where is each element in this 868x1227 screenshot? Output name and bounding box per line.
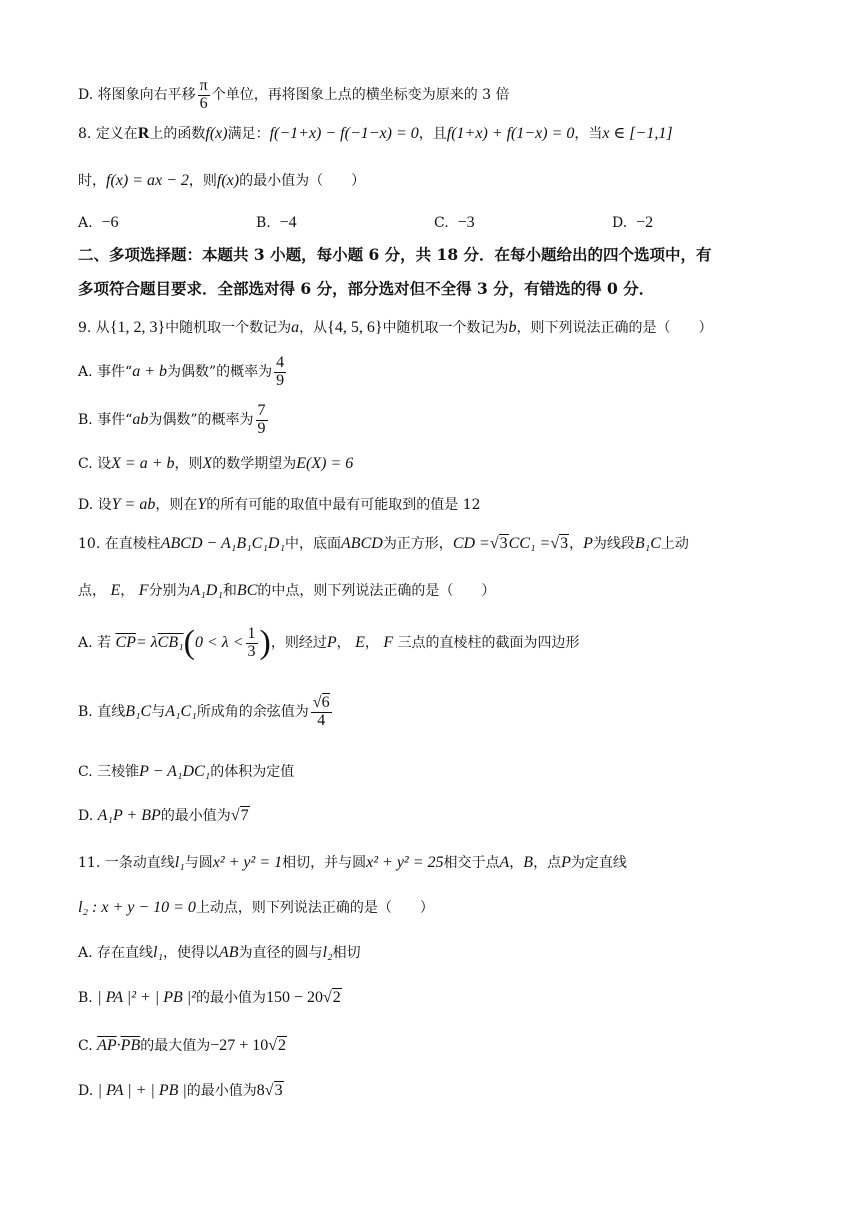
option-text: ，则在 bbox=[155, 497, 198, 514]
option-text: 相切 bbox=[332, 945, 361, 962]
q8-option-b[interactable] bbox=[256, 213, 434, 234]
q10-option-b[interactable] bbox=[78, 695, 790, 730]
stem-text: ， bbox=[509, 855, 524, 872]
stem-text: 的中点，则下列说法正确的是（ ） bbox=[257, 583, 496, 600]
option-text: ，使得以 bbox=[163, 945, 220, 962]
option-text: 事件“ bbox=[97, 412, 133, 429]
q10-option-a[interactable] bbox=[78, 626, 790, 661]
stem-text: 为正方形， bbox=[382, 536, 453, 553]
math-expr: a + b bbox=[132, 362, 167, 380]
math-expr: {4, 5, 6} bbox=[327, 319, 383, 336]
stem-text: 中随机取一个数记为 bbox=[165, 320, 292, 337]
stem-text: ，当 bbox=[574, 126, 603, 143]
math-expr: | PA | + | PB | bbox=[97, 1082, 187, 1099]
q10-option-d[interactable] bbox=[78, 806, 790, 827]
option-label: D. bbox=[78, 1083, 94, 1100]
option-text: 的最大值为 bbox=[140, 1038, 211, 1055]
math-expr: A₁P + BP bbox=[97, 807, 161, 824]
radicand: 6 bbox=[321, 694, 330, 711]
stem-text: 与圆 bbox=[184, 855, 213, 872]
option-text: 三点的直棱柱的截面为四边形 bbox=[397, 635, 580, 652]
option-label: D. bbox=[612, 215, 628, 231]
q10-option-c[interactable] bbox=[78, 762, 790, 783]
option-text: 为直径的圆与 bbox=[238, 945, 323, 962]
stem-text: 上动点，则下列说法正确的是（ ） bbox=[195, 900, 434, 917]
q11-stem-line2 bbox=[78, 898, 790, 919]
q8-options bbox=[78, 213, 790, 234]
sqrt: √2 bbox=[268, 1037, 287, 1054]
q11-option-c[interactable] bbox=[78, 1036, 790, 1057]
q8-stem-line2 bbox=[78, 171, 790, 192]
math-expr: f(x) bbox=[216, 172, 240, 189]
math-var: E bbox=[355, 633, 365, 651]
option-text: 与 bbox=[151, 704, 166, 721]
math-expr: −27 + 10 bbox=[210, 1037, 269, 1054]
frac-num: √6 bbox=[312, 694, 330, 711]
math-expr: f(x) bbox=[205, 125, 228, 142]
math-var: l₁ bbox=[174, 854, 185, 871]
q9-option-a[interactable] bbox=[78, 355, 790, 390]
sqrt: √7 bbox=[230, 807, 249, 824]
fraction bbox=[311, 695, 332, 730]
radicand: 7 bbox=[240, 807, 249, 824]
math-expr: E(X) = 6 bbox=[296, 455, 354, 472]
math-var: F bbox=[138, 582, 149, 599]
math-expr: x ∈ [−1,1] bbox=[602, 125, 673, 142]
option-text: 所成角的余弦值为 bbox=[196, 704, 309, 721]
math-var: a bbox=[291, 319, 300, 336]
option-label: C. bbox=[78, 456, 93, 473]
q9-option-b[interactable] bbox=[78, 403, 790, 438]
option-label: D. bbox=[78, 497, 94, 514]
option-label: A. bbox=[78, 945, 93, 962]
q8-option-a[interactable] bbox=[78, 213, 256, 234]
vector: $\overline{AP}$ bbox=[97, 1037, 117, 1054]
q8-stem-line1 bbox=[78, 124, 790, 145]
stem-text: ， bbox=[569, 536, 584, 553]
math-expr: x² + y² = 25 bbox=[366, 854, 444, 871]
option-label: B. bbox=[78, 990, 93, 1007]
q7-option-d bbox=[78, 78, 790, 113]
option-label: C. bbox=[434, 215, 449, 231]
option-label: A. bbox=[78, 215, 93, 231]
option-text: 的最小值为 bbox=[186, 1083, 257, 1100]
fraction bbox=[198, 78, 210, 113]
radicand: 3 bbox=[499, 535, 508, 552]
math-expr: f(x) = ax − 2 bbox=[106, 172, 189, 189]
math-expr: f(1+x) + f(1−x) = 0 bbox=[446, 125, 575, 142]
option-text: ， bbox=[364, 635, 379, 652]
sqrt: √3 bbox=[550, 535, 569, 552]
option-label: B. bbox=[256, 215, 271, 231]
option-text: 的体积为定值 bbox=[210, 764, 295, 781]
real-set-symbol: R bbox=[137, 125, 150, 142]
math-expr: BC bbox=[236, 582, 258, 599]
q9-option-d[interactable] bbox=[78, 495, 790, 516]
fraction bbox=[274, 355, 286, 390]
radicand: 2 bbox=[332, 989, 341, 1006]
option-label: D. bbox=[78, 808, 94, 825]
math-var: E bbox=[110, 582, 121, 599]
stem-text: ，点 bbox=[533, 855, 562, 872]
frac-num: 1 bbox=[247, 625, 256, 642]
stem-text: 上的函数 bbox=[149, 126, 206, 143]
option-text: 设 bbox=[97, 497, 112, 514]
fraction bbox=[246, 626, 258, 661]
vector: $\overline{CP}$ bbox=[115, 633, 136, 651]
stem-text: 分别为 bbox=[148, 583, 191, 600]
option-text: 设 bbox=[97, 456, 112, 473]
stem-text: ，则 bbox=[188, 173, 217, 190]
math-expr: | PA |² + | PB |² bbox=[97, 989, 196, 1006]
stem-text: 时， bbox=[78, 173, 106, 190]
option-label: B. bbox=[78, 412, 93, 429]
math-expr: A₁D₁ bbox=[190, 582, 223, 599]
frac-den: 3 bbox=[247, 642, 256, 660]
sqrt: √2 bbox=[322, 989, 341, 1006]
stem-text: 中随机取一个数记为 bbox=[382, 320, 509, 337]
option-text: 的数学期望为 bbox=[212, 456, 297, 473]
fraction bbox=[256, 403, 268, 438]
math-var: b bbox=[508, 319, 517, 336]
stem-text: 为定直线 bbox=[570, 855, 627, 872]
option-label: C. bbox=[78, 1038, 93, 1055]
stem-text: ，从 bbox=[299, 320, 328, 337]
frac-num: π bbox=[199, 77, 208, 94]
math-var: X bbox=[202, 455, 213, 472]
option-text: 的最小值为 bbox=[195, 990, 266, 1007]
stem-text: 相交于点 bbox=[443, 855, 500, 872]
option-value: −4 bbox=[279, 214, 297, 231]
math-var: A bbox=[499, 854, 510, 871]
math-expr: 150 − 20 bbox=[265, 989, 323, 1006]
math-expr: B₁C bbox=[125, 702, 152, 720]
radicand: 2 bbox=[278, 1037, 287, 1054]
sqrt: √3 bbox=[264, 1082, 283, 1099]
stem-text: 和 bbox=[222, 583, 237, 600]
option-text: 存在直线 bbox=[97, 945, 154, 962]
stem-text: 11. 一条动直线 bbox=[78, 855, 175, 872]
q9-option-c[interactable] bbox=[78, 454, 790, 475]
stem-text: 定义在 bbox=[95, 126, 138, 143]
math-expr: {1, 2, 3} bbox=[109, 319, 166, 336]
math-expr: = λ bbox=[135, 633, 158, 651]
stem-text: ， bbox=[120, 583, 135, 600]
math-expr: X = a + b bbox=[111, 455, 175, 472]
option-text: ，则 bbox=[174, 456, 203, 473]
frac-den: 6 bbox=[199, 94, 208, 112]
q8-option-c[interactable] bbox=[434, 213, 612, 234]
stem-text: 10. 在直棱柱 bbox=[78, 536, 161, 553]
q11-stem-line1 bbox=[78, 853, 790, 874]
option-label: A. bbox=[78, 364, 93, 381]
math-expr: 8 bbox=[256, 1082, 265, 1099]
q8-option-d[interactable] bbox=[612, 213, 790, 234]
stem-text: ，则下列说法正确的是（ ） bbox=[516, 320, 713, 337]
frac-den: 9 bbox=[257, 419, 266, 437]
math-var: F bbox=[383, 633, 394, 651]
math-expr: ABCD − A₁B₁C₁D₁ bbox=[160, 535, 286, 552]
stem-text: 相切，并与圆 bbox=[282, 855, 367, 872]
stem-text: 9. 从 bbox=[78, 320, 110, 337]
sqrt: √3 bbox=[489, 535, 508, 552]
section-heading-line2: 多项符合题目要求．全部选对得 6 分，部分选对但不全得 3 分，有错选的得 0 分． bbox=[78, 279, 655, 298]
stem-text: 满足： bbox=[227, 126, 270, 143]
radicand: 3 bbox=[560, 535, 569, 552]
option-value: −2 bbox=[636, 214, 654, 231]
math-var: P bbox=[326, 633, 337, 651]
vector: $\overline{PB}$ bbox=[120, 1037, 141, 1054]
option-text: ，则经过 bbox=[270, 635, 327, 652]
math-var: B bbox=[523, 854, 534, 871]
math-expr: B₁C bbox=[634, 535, 661, 552]
math-expr: ab bbox=[132, 410, 149, 428]
math-expr: CD = bbox=[452, 535, 490, 552]
option-label: D. bbox=[78, 87, 94, 104]
option-text: 将图象向右平移 bbox=[97, 87, 196, 104]
option-text: 为偶数”的概率为 bbox=[148, 412, 254, 429]
option-label: A. bbox=[78, 635, 93, 652]
math-expr: P − A₁DC₁ bbox=[139, 763, 211, 780]
q10-stem-line1 bbox=[78, 534, 790, 555]
option-text: 三棱锥 bbox=[97, 764, 140, 781]
math-var: P bbox=[583, 535, 593, 552]
radicand: 3 bbox=[274, 1082, 283, 1099]
left-paren: ( bbox=[183, 624, 195, 662]
math-var: P bbox=[561, 854, 571, 871]
math-expr: CC₁ = bbox=[508, 535, 551, 552]
math-expr: 0 < λ < bbox=[195, 633, 244, 651]
option-label: B. bbox=[78, 704, 93, 721]
stem-text: ，且 bbox=[418, 126, 447, 143]
option-text: ， bbox=[336, 635, 351, 652]
q11-option-a[interactable] bbox=[78, 943, 790, 964]
right-paren: ) bbox=[259, 624, 271, 662]
math-expr: ABCD bbox=[341, 535, 383, 552]
frac-den: 9 bbox=[276, 371, 285, 389]
option-text: 直线 bbox=[97, 704, 126, 721]
option-text: 的所有可能的取值中最有可能取到的值是 12 bbox=[206, 497, 481, 514]
math-expr: Y = ab bbox=[111, 496, 156, 513]
math-expr: AB bbox=[219, 944, 239, 961]
option-value: −6 bbox=[101, 214, 119, 231]
math-expr: x² + y² = 1 bbox=[212, 854, 283, 871]
q9-stem bbox=[78, 318, 790, 339]
option-value: −3 bbox=[457, 214, 475, 231]
stem-text: 上动 bbox=[660, 536, 689, 553]
stem-text: 为线段 bbox=[592, 536, 635, 553]
stem-text: 中，底面 bbox=[285, 536, 342, 553]
math-expr: l₂ : x + y − 10 = 0 bbox=[78, 899, 196, 916]
vector: CB₁ bbox=[157, 633, 184, 651]
option-text: 若 bbox=[97, 635, 112, 652]
q11-option-d[interactable] bbox=[78, 1081, 790, 1102]
frac-num: 7 bbox=[257, 402, 266, 419]
option-text: 事件“ bbox=[97, 364, 133, 381]
stem-text: 点， bbox=[78, 583, 106, 600]
option-text: 的最小值为 bbox=[160, 808, 231, 825]
frac-num: 4 bbox=[276, 354, 285, 371]
math-expr: · bbox=[116, 1037, 121, 1054]
math-var: l₂ bbox=[322, 944, 333, 961]
section-heading-line1: 二、多项选择题：本题共 3 小题，每小题 6 分，共 18 分．在每小题给出的四个选项中，有 bbox=[78, 245, 712, 264]
q10-stem-line2 bbox=[78, 581, 790, 602]
q11-option-b[interactable] bbox=[78, 988, 790, 1009]
option-text: 为偶数”的概率为 bbox=[166, 364, 273, 381]
frac-den: 4 bbox=[317, 711, 326, 729]
math-var: l₁ bbox=[153, 944, 164, 961]
stem-text: 的最小值为（ ） bbox=[239, 173, 366, 190]
question-number: 8. bbox=[78, 126, 92, 143]
option-text: 个单位，再将图象上点的横坐标变为原来的 3 倍 bbox=[211, 87, 510, 104]
option-label: C. bbox=[78, 764, 93, 781]
math-expr: A₁C₁ bbox=[165, 702, 197, 720]
math-expr: f(−1+x) − f(−1−x) = 0 bbox=[269, 125, 419, 142]
math-var: Y bbox=[197, 496, 207, 513]
